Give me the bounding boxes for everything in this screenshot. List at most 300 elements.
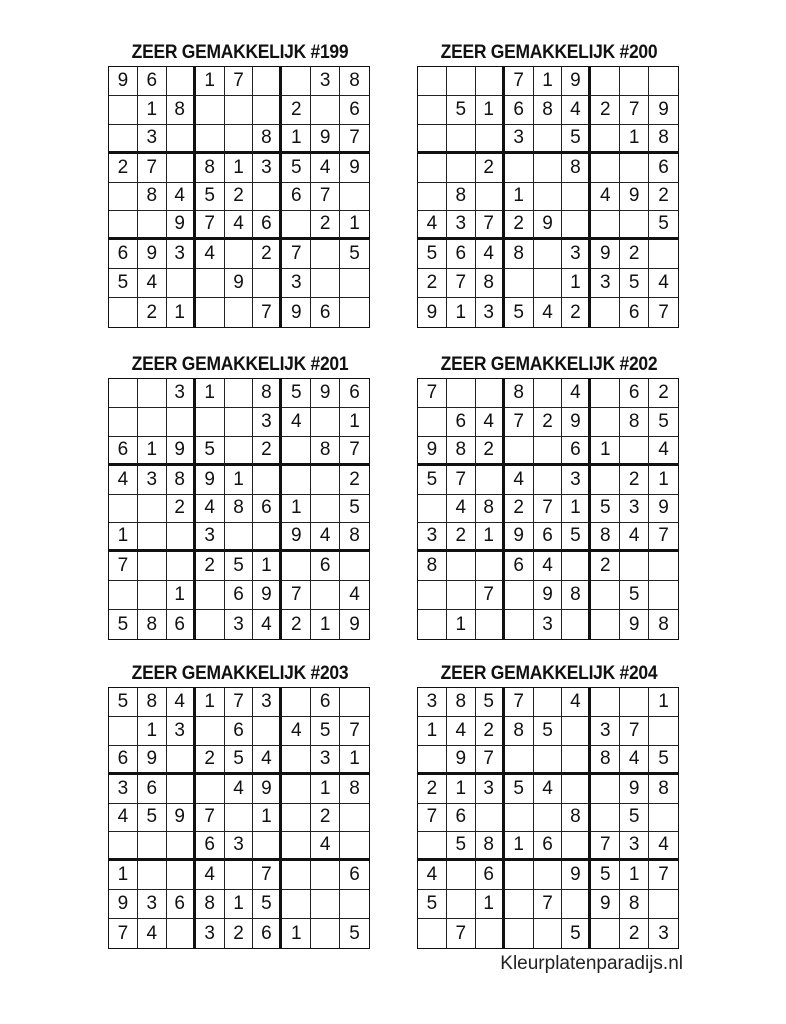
sudoku-cell: 6 (196, 832, 225, 861)
sudoku-cell (109, 298, 138, 327)
sudoku-cell: 3 (138, 466, 167, 495)
sudoku-cell (562, 775, 591, 804)
sudoku-cell: 9 (649, 96, 678, 125)
sudoku-cell (138, 523, 167, 552)
sudoku-cell: 8 (505, 717, 534, 746)
sudoku-cell (225, 861, 254, 890)
sudoku-cell: 5 (196, 183, 225, 212)
sudoku-cell: 2 (476, 437, 505, 466)
sudoku-cell (505, 919, 534, 948)
sudoku-cell: 5 (649, 746, 678, 775)
sudoku-cell (418, 746, 447, 775)
sudoku-cell: 9 (109, 67, 138, 96)
sudoku-cell: 9 (340, 154, 369, 183)
sudoku-cell: 9 (282, 298, 311, 327)
sudoku-cell: 9 (447, 746, 476, 775)
sudoku-cell (253, 523, 282, 552)
sudoku-cell: 8 (562, 804, 591, 833)
sudoku-cell: 9 (196, 466, 225, 495)
sudoku-cell: 4 (225, 211, 254, 240)
sudoku-cell (534, 746, 563, 775)
sudoku-cell (418, 125, 447, 154)
sudoku-cell (476, 804, 505, 833)
sudoku-cell: 9 (591, 240, 620, 269)
sudoku-cell: 3 (418, 688, 447, 717)
sudoku-cell (253, 466, 282, 495)
sudoku-cell: 1 (253, 804, 282, 833)
sudoku-cell: 8 (196, 154, 225, 183)
sudoku-cell: 8 (620, 890, 649, 919)
sudoku-cell (447, 125, 476, 154)
sudoku-cell (649, 717, 678, 746)
sudoku-cell: 4 (562, 688, 591, 717)
sudoku-cell: 8 (476, 495, 505, 524)
sudoku-cell (534, 437, 563, 466)
sudoku-cell (225, 408, 254, 437)
sudoku-cell (311, 581, 340, 610)
sudoku-cell: 3 (138, 125, 167, 154)
sudoku-cell: 9 (167, 437, 196, 466)
sudoku-cell: 4 (109, 466, 138, 495)
sudoku-grid (417, 687, 679, 949)
sudoku-cell (591, 775, 620, 804)
site-footer-link[interactable]: Kleurplatenparadijs.nl (500, 953, 683, 974)
sudoku-cell: 3 (196, 919, 225, 948)
sudoku-cell: 2 (282, 610, 311, 639)
sudoku-cell (591, 125, 620, 154)
sudoku-cell (253, 96, 282, 125)
sudoku-cell: 1 (311, 610, 340, 639)
sudoku-cell: 6 (225, 581, 254, 610)
sudoku-cell: 4 (649, 832, 678, 861)
sudoku-cell: 9 (562, 67, 591, 96)
sudoku-cell (340, 183, 369, 212)
sudoku-cell: 1 (447, 610, 476, 639)
sudoku-cell (225, 240, 254, 269)
sudoku-cell: 7 (476, 746, 505, 775)
sudoku-cell: 7 (591, 832, 620, 861)
sudoku-cell (167, 775, 196, 804)
sudoku-cell (418, 96, 447, 125)
sudoku-cell: 4 (253, 610, 282, 639)
sudoku-cell: 2 (253, 437, 282, 466)
sudoku-cell: 1 (562, 269, 591, 298)
sudoku-cell: 6 (167, 890, 196, 919)
puzzle-title: ZEER GEMAKKELIJK #201 (131, 354, 349, 375)
sudoku-cell: 4 (476, 240, 505, 269)
sudoku-cell (340, 804, 369, 833)
sudoku-cell (109, 211, 138, 240)
sudoku-cell: 8 (562, 154, 591, 183)
sudoku-cell: 8 (649, 775, 678, 804)
sudoku-cell: 7 (476, 581, 505, 610)
sudoku-cell: 6 (562, 437, 591, 466)
sudoku-cell: 7 (649, 861, 678, 890)
sudoku-cell: 6 (340, 379, 369, 408)
sudoku-cell (418, 67, 447, 96)
sudoku-cell: 2 (253, 240, 282, 269)
sudoku-cell: 6 (534, 832, 563, 861)
sudoku-cell (253, 269, 282, 298)
sudoku-cell (109, 96, 138, 125)
sudoku-cell: 8 (138, 183, 167, 212)
puzzle-203 (108, 661, 372, 949)
sudoku-cell: 4 (418, 211, 447, 240)
sudoku-cell: 9 (562, 408, 591, 437)
sudoku-cell: 7 (109, 552, 138, 581)
sudoku-cell: 8 (447, 437, 476, 466)
sudoku-cell: 4 (282, 408, 311, 437)
sudoku-cell: 5 (225, 552, 254, 581)
sudoku-cell (534, 379, 563, 408)
sudoku-cell (138, 832, 167, 861)
sudoku-cell: 5 (562, 523, 591, 552)
sudoku-cell: 3 (534, 610, 563, 639)
sudoku-cell: 5 (196, 437, 225, 466)
sudoku-cell: 1 (340, 408, 369, 437)
sudoku-cell (167, 861, 196, 890)
sudoku-cell: 5 (591, 861, 620, 890)
sudoku-cell (167, 154, 196, 183)
sudoku-cell: 6 (138, 775, 167, 804)
sudoku-cell (591, 466, 620, 495)
sudoku-cell: 4 (562, 96, 591, 125)
sudoku-cell: 6 (534, 523, 563, 552)
sudoku-cell: 7 (340, 125, 369, 154)
sudoku-cell (534, 466, 563, 495)
sudoku-cell (311, 96, 340, 125)
sudoku-grid (417, 378, 679, 640)
sudoku-cell: 7 (447, 269, 476, 298)
sudoku-cell: 2 (649, 379, 678, 408)
sudoku-cell: 2 (418, 775, 447, 804)
sudoku-cell (505, 610, 534, 639)
sudoku-cell: 2 (225, 919, 254, 948)
sudoku-cell (505, 890, 534, 919)
sudoku-cell: 4 (138, 269, 167, 298)
sudoku-cell (138, 211, 167, 240)
sudoku-cell: 3 (447, 211, 476, 240)
sudoku-cell (649, 581, 678, 610)
sudoku-cell: 3 (620, 495, 649, 524)
sudoku-cell: 3 (253, 154, 282, 183)
sudoku-cell (649, 240, 678, 269)
sudoku-cell (340, 688, 369, 717)
sudoku-cell: 6 (340, 96, 369, 125)
sudoku-cell: 2 (505, 495, 534, 524)
sudoku-cell: 9 (225, 269, 254, 298)
sudoku-cell: 1 (620, 125, 649, 154)
sudoku-cell: 9 (620, 610, 649, 639)
sudoku-cell: 7 (282, 240, 311, 269)
sudoku-cell: 1 (196, 379, 225, 408)
sudoku-cell (138, 495, 167, 524)
sudoku-cell (167, 552, 196, 581)
sudoku-cell (649, 804, 678, 833)
sudoku-cell: 8 (476, 269, 505, 298)
sudoku-cell (138, 861, 167, 890)
sudoku-cell: 1 (505, 183, 534, 212)
sudoku-cell: 4 (562, 379, 591, 408)
sudoku-cell (476, 125, 505, 154)
sudoku-cell: 2 (620, 466, 649, 495)
sudoku-cell (505, 746, 534, 775)
sudoku-cell: 4 (167, 688, 196, 717)
sudoku-cell: 2 (282, 96, 311, 125)
sudoku-cell (253, 67, 282, 96)
sudoku-cell: 2 (505, 211, 534, 240)
sudoku-cell: 5 (109, 610, 138, 639)
sudoku-cell (476, 466, 505, 495)
sudoku-cell (505, 269, 534, 298)
sudoku-cell: 9 (253, 581, 282, 610)
sudoku-cell: 6 (649, 154, 678, 183)
sudoku-cell: 7 (447, 466, 476, 495)
sudoku-cell: 8 (591, 523, 620, 552)
sudoku-cell (447, 861, 476, 890)
sudoku-cell: 8 (138, 610, 167, 639)
sudoku-cell: 1 (167, 298, 196, 327)
sudoku-cell: 8 (167, 466, 196, 495)
sudoku-cell: 9 (253, 775, 282, 804)
sudoku-cell (505, 437, 534, 466)
sudoku-cell: 2 (620, 240, 649, 269)
sudoku-cell: 6 (505, 96, 534, 125)
sudoku-cell (109, 379, 138, 408)
sudoku-cell: 5 (562, 919, 591, 948)
sudoku-cell: 6 (447, 804, 476, 833)
sudoku-cell (591, 379, 620, 408)
sudoku-cell: 1 (138, 437, 167, 466)
sudoku-cell: 9 (282, 523, 311, 552)
sudoku-cell: 6 (282, 183, 311, 212)
sudoku-cell (138, 581, 167, 610)
sudoku-cell (253, 717, 282, 746)
sudoku-cell (562, 746, 591, 775)
sudoku-cell (253, 832, 282, 861)
sudoku-cell (620, 67, 649, 96)
sudoku-cell: 8 (649, 125, 678, 154)
sudoku-cell: 6 (447, 408, 476, 437)
sudoku-cell (109, 125, 138, 154)
sudoku-cell (418, 919, 447, 948)
sudoku-cell (620, 688, 649, 717)
sudoku-cell: 2 (109, 154, 138, 183)
sudoku-cell (340, 552, 369, 581)
sudoku-cell (282, 437, 311, 466)
sudoku-cell: 3 (658, 922, 669, 944)
sudoku-grid (417, 66, 679, 328)
sudoku-cell: 7 (620, 96, 649, 125)
sudoku-cell: 3 (591, 717, 620, 746)
sudoku-cell (591, 610, 620, 639)
sudoku-cell (225, 523, 254, 552)
sudoku-cell (476, 610, 505, 639)
sudoku-cell (196, 717, 225, 746)
sudoku-cell: 5 (505, 775, 534, 804)
sudoku-cell: 5 (534, 717, 563, 746)
sudoku-cell: 1 (196, 67, 225, 96)
sudoku-cell (447, 552, 476, 581)
sudoku-cell: 7 (505, 408, 534, 437)
sudoku-cell: 1 (418, 717, 447, 746)
sudoku-cell (447, 154, 476, 183)
sudoku-cell: 2 (418, 269, 447, 298)
sudoku-cell (620, 211, 649, 240)
sudoku-cell: 3 (196, 523, 225, 552)
sudoku-cell: 9 (562, 861, 591, 890)
sudoku-cell: 3 (167, 717, 196, 746)
sudoku-cell (340, 832, 369, 861)
sudoku-cell: 4 (253, 746, 282, 775)
sudoku-cell: 6 (253, 211, 282, 240)
sudoku-cell: 5 (620, 269, 649, 298)
sudoku-cell (476, 67, 505, 96)
sudoku-cell (282, 832, 311, 861)
sudoku-cell: 5 (649, 408, 678, 437)
sudoku-cell (447, 379, 476, 408)
sudoku-cell: 5 (418, 240, 447, 269)
sudoku-cell (196, 298, 225, 327)
sudoku-cell: 5 (253, 890, 282, 919)
sudoku-cell: 5 (282, 154, 311, 183)
sudoku-cell: 4 (196, 861, 225, 890)
sudoku-cell: 9 (418, 298, 447, 327)
sudoku-cell: 4 (649, 437, 678, 466)
sudoku-cell (167, 746, 196, 775)
sudoku-cell (311, 495, 340, 524)
sudoku-cell: 6 (253, 919, 282, 948)
sudoku-cell: 8 (447, 183, 476, 212)
sudoku-cell (109, 832, 138, 861)
sudoku-cell: 8 (340, 523, 369, 552)
sudoku-cell: 8 (196, 890, 225, 919)
sudoku-cell: 7 (418, 379, 447, 408)
sudoku-cell: 8 (340, 67, 369, 96)
sudoku-cell: 9 (349, 613, 360, 635)
sudoku-cell: 8 (225, 495, 254, 524)
sudoku-cell (562, 183, 591, 212)
sudoku-cell: 3 (167, 240, 196, 269)
sudoku-cell: 1 (109, 523, 138, 552)
sudoku-cell (562, 211, 591, 240)
puzzle-200 (417, 40, 681, 328)
sudoku-cell (282, 861, 311, 890)
sudoku-cell: 2 (196, 552, 225, 581)
sudoku-cell (534, 804, 563, 833)
sudoku-cell: 8 (311, 437, 340, 466)
sudoku-cell (505, 154, 534, 183)
sudoku-cell: 4 (311, 523, 340, 552)
sudoku-cell (418, 832, 447, 861)
sudoku-cell (109, 581, 138, 610)
sudoku-cell: 4 (534, 298, 563, 327)
sudoku-cell (311, 269, 340, 298)
sudoku-cell (109, 495, 138, 524)
sudoku-cell: 8 (418, 552, 447, 581)
sudoku-cell (505, 861, 534, 890)
sudoku-cell: 8 (447, 688, 476, 717)
sudoku-cell (476, 552, 505, 581)
sudoku-cell: 6 (620, 379, 649, 408)
sudoku-cell: 5 (340, 240, 369, 269)
sudoku-cell: 8 (167, 96, 196, 125)
sudoku-cell (447, 581, 476, 610)
sudoku-cell: 1 (311, 775, 340, 804)
sudoku-cell: 4 (311, 832, 340, 861)
sudoku-cell: 5 (311, 717, 340, 746)
sudoku-cell: 6 (311, 688, 340, 717)
sudoku-cell: 2 (196, 746, 225, 775)
sudoku-cell: 9 (311, 125, 340, 154)
sudoku-cell (167, 67, 196, 96)
sudoku-cell (282, 688, 311, 717)
sudoku-cell (591, 688, 620, 717)
sudoku-cell: 1 (620, 861, 649, 890)
sudoku-cell: 7 (225, 688, 254, 717)
sudoku-cell: 5 (620, 804, 649, 833)
sudoku-cell: 7 (225, 67, 254, 96)
sudoku-cell (534, 269, 563, 298)
sudoku-cell: 8 (658, 613, 669, 635)
sudoku-cell: 5 (649, 211, 678, 240)
sudoku-cell (340, 890, 369, 919)
sudoku-cell: 8 (562, 581, 591, 610)
sudoku-cell: 6 (167, 610, 196, 639)
sudoku-cell (311, 919, 340, 948)
sudoku-cell (282, 775, 311, 804)
sudoku-cell (167, 919, 196, 948)
sudoku-cell: 8 (591, 746, 620, 775)
sudoku-cell (167, 408, 196, 437)
sudoku-cell: 4 (476, 408, 505, 437)
sudoku-cell (282, 890, 311, 919)
sudoku-cell: 5 (591, 495, 620, 524)
sudoku-cell: 4 (196, 240, 225, 269)
sudoku-cell: 6 (253, 495, 282, 524)
sudoku-cell: 4 (138, 919, 167, 948)
sudoku-cell (138, 379, 167, 408)
sudoku-cell (562, 890, 591, 919)
sudoku-cell (534, 688, 563, 717)
sudoku-cell: 3 (562, 240, 591, 269)
sudoku-cell (311, 408, 340, 437)
sudoku-cell: 2 (591, 96, 620, 125)
sudoku-cell (225, 96, 254, 125)
sudoku-cell: 1 (505, 832, 534, 861)
sudoku-cell: 4 (282, 717, 311, 746)
sudoku-cell: 1 (649, 688, 678, 717)
sudoku-cell (109, 408, 138, 437)
sudoku-cell: 1 (340, 746, 369, 775)
sudoku-cell: 3 (225, 610, 254, 639)
sudoku-cell: 5 (505, 298, 534, 327)
sudoku-cell: 7 (340, 437, 369, 466)
sudoku-cell (282, 466, 311, 495)
sudoku-cell (282, 804, 311, 833)
sudoku-cell (649, 552, 678, 581)
sudoku-cell: 5 (349, 922, 360, 944)
sudoku-cell: 8 (620, 408, 649, 437)
sudoku-cell: 9 (138, 240, 167, 269)
sudoku-cell: 7 (340, 717, 369, 746)
sudoku-cell (534, 861, 563, 890)
sudoku-cell (534, 154, 563, 183)
sudoku-cell (562, 552, 591, 581)
sudoku-cell: 3 (225, 832, 254, 861)
sudoku-cell (340, 298, 369, 327)
sudoku-cell: 9 (620, 183, 649, 212)
